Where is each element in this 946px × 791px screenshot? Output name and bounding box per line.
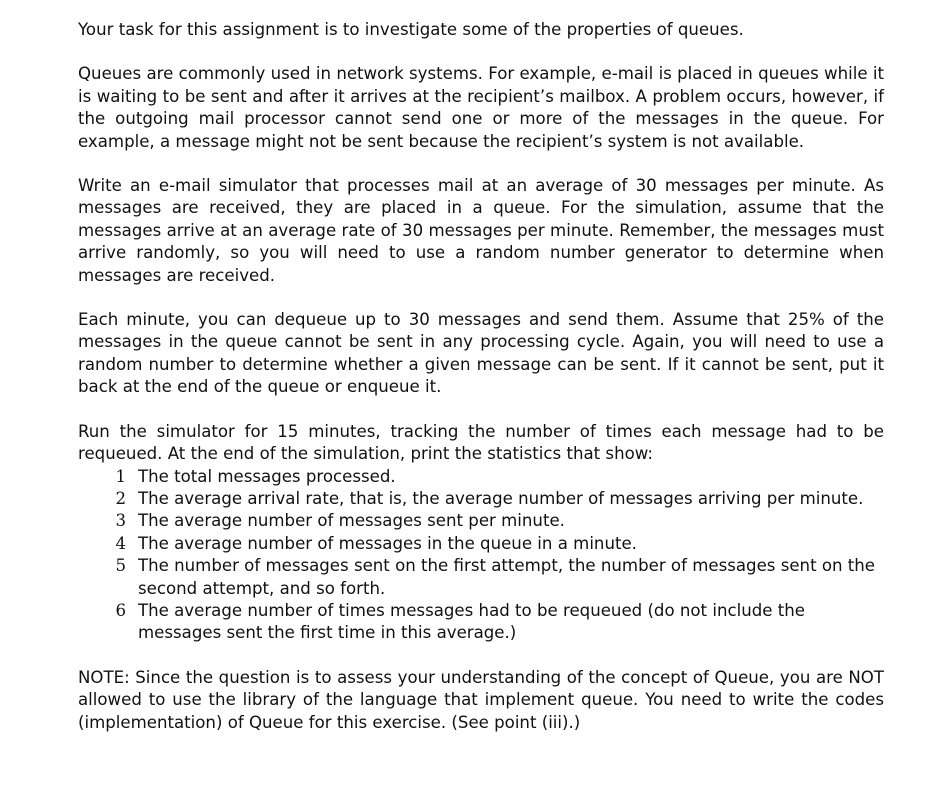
list-item-number: 3 [115,511,126,531]
list-item-number: 1 [115,466,126,486]
list-item-number: 6 [115,600,126,620]
run-simulator-paragraph: Run the simulator for 15 minutes, tracking the number of times each message had to be requeued. At the end of the simulation, print the statistics that show: [78,421,884,464]
statistics-list [78,466,884,645]
list-item [78,555,884,600]
list-item [78,488,884,510]
assignment-document [78,19,884,734]
note-paragraph: NOTE: Since the question is to assess your understanding of the concept of Queue, you are NOT allowed to use the library of the language that implement queue. You need to write the codes (implementation) of Queue for this exercise. (See point (iii).) [78,667,884,732]
spacer [78,645,884,667]
spacer [78,287,884,309]
list-item-text: The average number of messages in the queue in a minute. [138,533,637,553]
simulator-paragraph: Write an e-mail simulator that processes mail at an average of 30 messages per minute. As messages are received, they are placed in a queue. For the simulation, assume that the messages arrive at an average rate of 30 messages per minute. Remember, the messages must arrive randomly, so you will need to use a random number generator to determine when messages are received. [78,176,884,285]
list-item-text: The number of messages sent on the first attempt, the number of messages sent on the second attempt, and so forth. [138,556,876,598]
list-item-text: The average number of times messages had to be requeued (do not include the messages sent the first time in this average.) [138,600,805,643]
list-item-number: 4 [115,533,126,553]
list-item [78,510,884,532]
queues-network-paragraph: Queues are commonly used in network systems. For example, e-mail is placed in queues while it is waiting to be sent and after it arrives at the recipient’s mailbox. A problem occurs, however, if the outgoing mail processor cannot send one or more of the messages in the queue. For example, a message might not be sent because the recipient’s system is not available. [78,64,884,151]
list-item-text: The average number of messages sent per minute. [138,511,565,531]
dequeue-paragraph: Each minute, you can dequeue up to 30 messages and send them. Assume that 25% of the messages in the queue cannot be sent in any processing cycle. Again, you will need to use a random number to determine whether a given message can be sent. If it cannot be sent, put it back at the end of the queue or enqueue it. [78,310,884,397]
list-item-number: 5 [115,556,126,576]
list-item [78,600,884,645]
spacer [78,41,884,63]
list-item [78,533,884,555]
spacer [78,153,884,175]
list-item-text: The average arrival rate, that is, the average number of messages arriving per minute. [138,488,864,508]
spacer [78,399,884,421]
intro-paragraph: Your task for this assignment is to investigate some of the properties of queues. [78,20,744,39]
list-item-text: The total messages processed. [138,466,396,486]
list-item [78,466,884,488]
list-item-number: 2 [115,488,126,508]
